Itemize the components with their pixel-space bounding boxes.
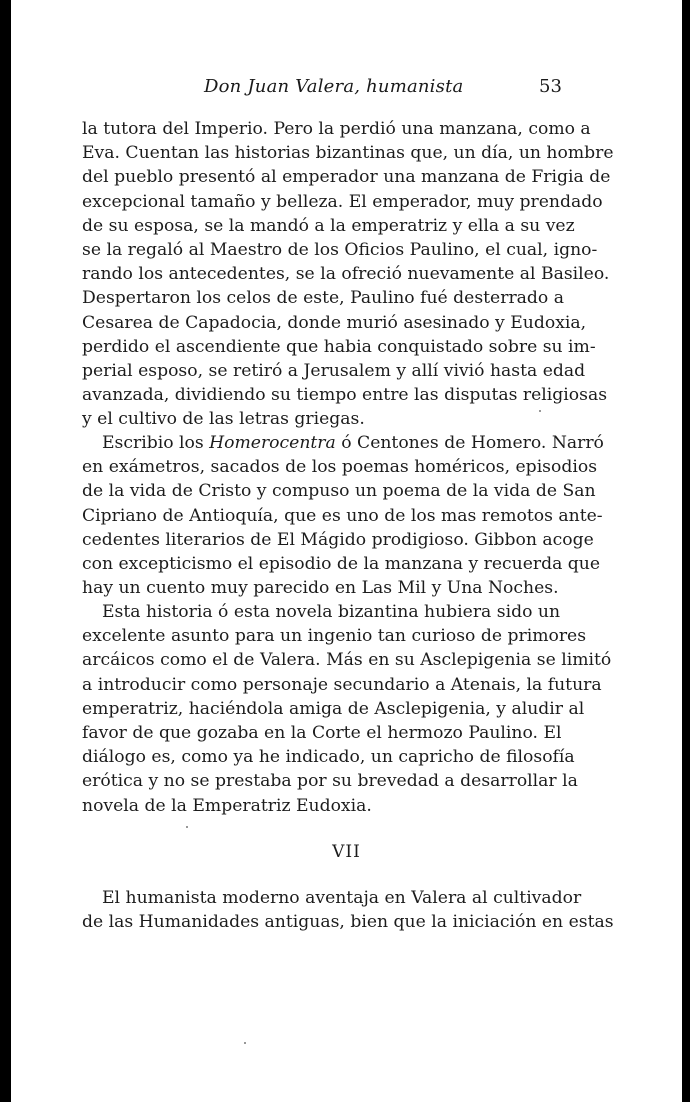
running-title: Don Juan Valera, humanista xyxy=(204,76,464,97)
text-line: Esta historia ó esta novela bizantina hubiera sido un xyxy=(102,602,561,622)
italic-title: Homerocentra xyxy=(209,433,336,453)
text-line: perdido el ascendiente que habia conquistado sobre su im- xyxy=(82,336,596,357)
text-line: Despertaron los celos de este, Paulino fué desterrado a xyxy=(82,288,564,309)
page-number: 53 xyxy=(539,76,562,97)
text-line: y el cultivo de las letras griegas. xyxy=(82,409,365,430)
text-line: perial esposo, se retiró a Jerusalem y allí vivió hasta edad xyxy=(82,360,586,381)
section-heading: VII xyxy=(332,842,361,862)
text-line: novela de la Emperatriz Eudoxia. xyxy=(82,795,372,816)
text-line: erótica y no se prestaba por su brevedad a desarrollar la xyxy=(82,771,578,792)
text-line: avanzada, dividiendo su tiempo entre las disputas religiosas xyxy=(82,385,608,406)
text-line: Cipriano de Antioquía, que es uno de los mas remotos ante- xyxy=(82,505,603,526)
paragraph-3 xyxy=(82,600,612,818)
text-line: la tutora del Imperio. Pero la perdió una manzana, como a xyxy=(82,119,591,139)
text-line: de las Humanidades antiguas, bien que la iniciación en estas xyxy=(82,912,614,933)
text-line: emperatriz, haciéndola amiga de Asclepigenia, y aludir al xyxy=(82,698,585,719)
text-line: rando los antecedentes, se la ofreció nuevamente al Basileo. xyxy=(82,264,610,285)
text-line: de la vida de Cristo y compuso un poema de la vida de San xyxy=(82,481,596,502)
text-line: Escribio los Homerocentra ó Centones de Homero. Narró xyxy=(102,433,604,453)
section-paragraph xyxy=(82,886,614,934)
text-line: arcáicos como el de Valera. Más en su Asclepigenia se limitó xyxy=(82,650,612,671)
paper-speck xyxy=(539,410,541,412)
text-line: excepcional tamaño y belleza. El emperador, muy prendado xyxy=(82,191,603,212)
paper-speck xyxy=(186,826,188,828)
text-line: en exámetros, sacados de los poemas homéricos, episodios xyxy=(82,457,598,478)
text-line: de su esposa, se la mandó a la emperatriz y ella a su vez xyxy=(82,215,575,236)
text-line: excelente asunto para un ingenio tan curioso de primores xyxy=(82,626,587,647)
text-line: cedentes literarios de El Mágido prodigioso. Gibbon acoge xyxy=(82,529,594,550)
text-line: hay un cuento muy parecido en Las Mil y Una Noches. xyxy=(82,578,559,599)
paper-speck xyxy=(244,1042,246,1044)
text-line: Cesarea de Capadocia, donde murió asesinado y Eudoxia, xyxy=(82,312,587,333)
text-line: El humanista moderno aventaja en Valera al cultivador xyxy=(102,888,582,908)
text-line: Eva. Cuentan las historias bizantinas que, un día, un hombre xyxy=(82,143,614,164)
text-line: se la regaló al Maestro de los Oficios Paulino, el cual, igno- xyxy=(82,239,598,260)
text-line: del pueblo presentó al emperador una manzana de Frigia de xyxy=(82,167,611,188)
paragraph-1 xyxy=(82,117,614,431)
text-line: favor de que gozaba en la Corte el hermozo Paulino. El xyxy=(82,722,562,743)
text-line: a introducir como personaje secundario a Atenais, la futura xyxy=(82,674,602,695)
text-line: diálogo es, como ya he indicado, un capricho de filosofía xyxy=(82,747,575,768)
book-page xyxy=(11,0,682,1102)
paragraph-2 xyxy=(82,431,604,600)
text-line: con excepticismo el episodio de la manzana y recuerda que xyxy=(82,553,601,574)
page-header xyxy=(11,76,682,102)
